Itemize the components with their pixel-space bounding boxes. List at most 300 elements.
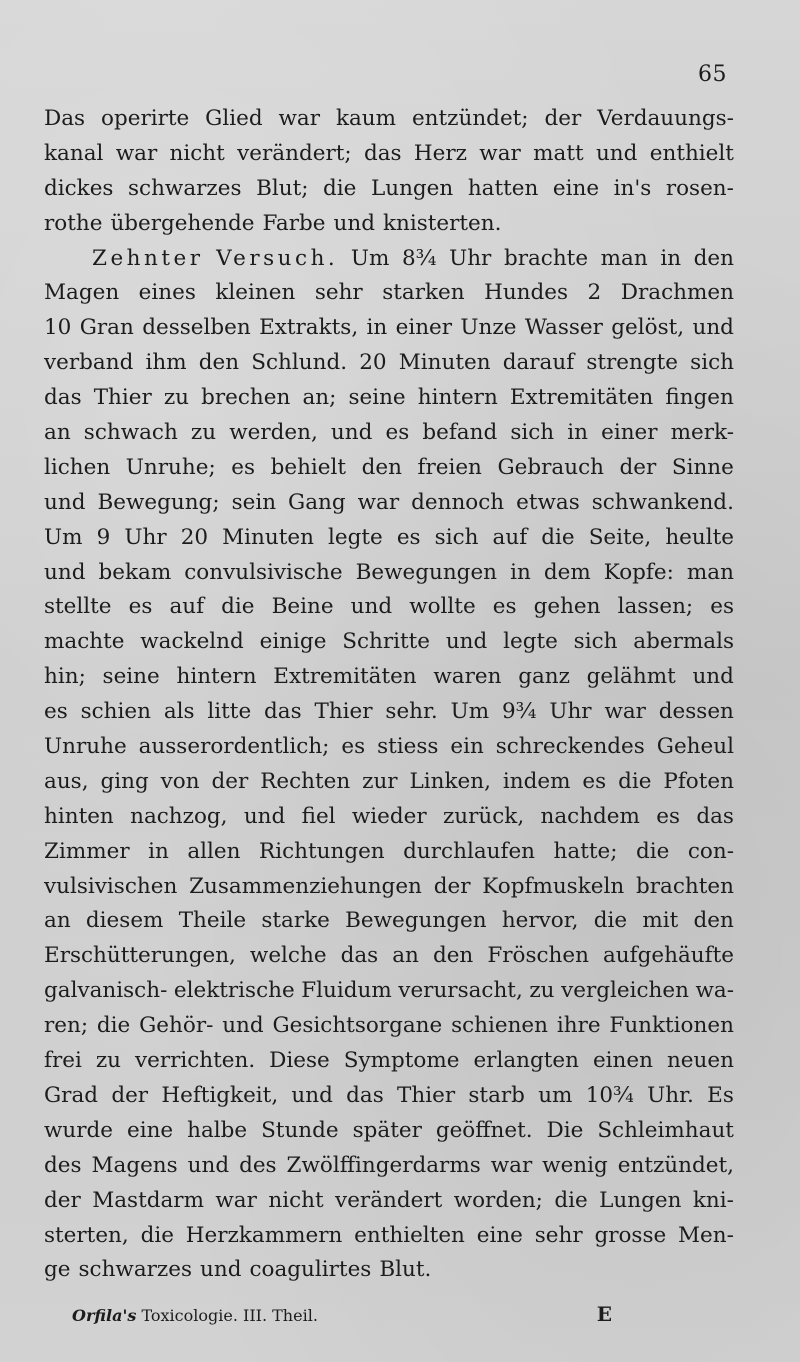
word: einer xyxy=(395,315,453,341)
word: schwarzes xyxy=(78,1257,193,1283)
word: und xyxy=(595,140,638,166)
word: Unze xyxy=(460,315,517,341)
word: das xyxy=(346,1082,384,1108)
word: Zimmer xyxy=(44,838,130,864)
word: 20 xyxy=(180,524,209,550)
word: freien xyxy=(417,454,482,480)
word: Funktionen xyxy=(609,1013,734,1039)
word: rosen- xyxy=(665,175,734,201)
word: in xyxy=(366,315,388,341)
word: Die xyxy=(546,1117,584,1143)
word: bekam xyxy=(98,559,172,585)
word: verband xyxy=(44,350,134,376)
footer-title: Toxicologie. III. Theil. xyxy=(141,1306,318,1325)
word: sich xyxy=(510,420,555,446)
text-line xyxy=(44,1253,734,1288)
word: schwach xyxy=(83,420,178,446)
word: Fröschen xyxy=(487,943,589,969)
word: es xyxy=(582,768,607,794)
word: war xyxy=(490,1152,533,1178)
text-line xyxy=(44,207,734,242)
word: Lungen xyxy=(370,175,454,201)
word: con- xyxy=(687,838,734,864)
word: Hundes xyxy=(484,280,569,306)
word: zu xyxy=(163,385,190,411)
word: an; xyxy=(302,385,337,411)
word: frei xyxy=(44,1048,82,1074)
word: 9¾ xyxy=(501,699,537,725)
word: starke xyxy=(261,908,330,934)
word: ihm xyxy=(145,350,187,376)
word: später xyxy=(352,1117,422,1143)
word: Minuten xyxy=(222,524,314,550)
word: Beine xyxy=(271,594,334,620)
word: Heftigkeit, xyxy=(161,1082,279,1108)
text-line xyxy=(44,556,734,591)
word: und xyxy=(692,664,734,690)
word: seine xyxy=(102,664,160,690)
word: und xyxy=(330,420,373,446)
word: schienen xyxy=(451,1013,549,1039)
word: machte xyxy=(44,629,125,655)
word: rothe xyxy=(44,210,103,236)
word: hintern xyxy=(176,664,257,690)
word: indem xyxy=(502,768,571,794)
word: legte xyxy=(503,629,558,655)
signature-mark: E xyxy=(596,1302,612,1326)
word: eines xyxy=(138,280,196,306)
text-line xyxy=(44,765,734,800)
word: lichen xyxy=(44,454,111,480)
word: kaum xyxy=(335,106,397,131)
word: des xyxy=(239,1152,277,1178)
word: hervor, xyxy=(501,908,579,934)
word: Farbe xyxy=(262,210,326,236)
word: Thier xyxy=(314,699,373,725)
word: kni- xyxy=(692,1187,734,1213)
word: Erschütterungen, xyxy=(44,943,236,969)
text-line xyxy=(44,137,734,172)
word: Blut; xyxy=(256,175,309,201)
word: schwankend. xyxy=(591,489,734,515)
word: war xyxy=(215,1187,257,1213)
word: Thier xyxy=(93,385,152,411)
word: geöffnet. xyxy=(435,1117,533,1143)
word: war xyxy=(278,106,321,131)
word: eine xyxy=(552,175,600,201)
word: die xyxy=(541,524,575,550)
word: sterten, xyxy=(44,1222,129,1248)
word: waren xyxy=(433,664,502,690)
word: sehr xyxy=(314,280,363,306)
word: Es xyxy=(707,1082,734,1108)
word: war xyxy=(357,489,400,515)
word: wollte xyxy=(409,594,476,620)
word: nachzog, xyxy=(130,803,228,829)
word: lassen; xyxy=(617,594,694,620)
word: an xyxy=(392,943,419,969)
text-line xyxy=(44,870,734,905)
word: und xyxy=(222,1013,264,1039)
word: zu xyxy=(95,1048,121,1074)
word: den xyxy=(198,350,240,376)
word: es xyxy=(396,524,421,550)
word: Gang xyxy=(288,489,346,515)
text-line xyxy=(44,102,734,137)
word: ge xyxy=(44,1257,71,1283)
word: litte xyxy=(207,699,252,725)
word: und xyxy=(200,1257,242,1283)
word: nicht xyxy=(268,1187,324,1213)
word: Bewegungen xyxy=(355,559,498,585)
word: gehen xyxy=(533,594,601,620)
word: verändert; xyxy=(237,140,352,166)
word: kleinen xyxy=(215,280,296,306)
word: die xyxy=(635,838,670,864)
word: Magen xyxy=(44,280,120,306)
word: merk- xyxy=(670,420,734,446)
word: sehr xyxy=(534,1222,583,1248)
word: schreckendes xyxy=(495,734,645,760)
word: und xyxy=(243,803,286,829)
word: Mastdarm xyxy=(92,1187,204,1213)
word: wenig xyxy=(542,1152,608,1178)
word: Verdauungs- xyxy=(597,106,734,131)
text-line xyxy=(44,835,734,870)
word: sich xyxy=(690,350,734,376)
word: Herz xyxy=(413,140,467,166)
word: Lungen xyxy=(599,1187,682,1213)
word: Versuch. xyxy=(216,245,339,271)
word: hin; xyxy=(44,664,86,690)
text-line xyxy=(44,695,734,730)
word: die xyxy=(618,768,652,794)
word: wa- xyxy=(695,978,734,1004)
word: eine xyxy=(126,1117,174,1143)
word: diesem xyxy=(85,908,164,934)
word: zur xyxy=(362,768,398,794)
word: Schritte xyxy=(342,629,431,655)
word: Bewegungen xyxy=(345,908,487,934)
word: schien xyxy=(80,699,151,725)
text-line xyxy=(44,346,734,381)
word: schwarzes xyxy=(128,175,242,201)
word: ging xyxy=(100,768,149,794)
word: Um xyxy=(44,524,83,550)
word: den xyxy=(693,245,734,271)
word: stellte xyxy=(44,594,112,620)
word: es xyxy=(385,420,410,446)
word: in xyxy=(567,420,588,446)
text-line xyxy=(44,1184,734,1219)
word: enthielten xyxy=(354,1222,465,1248)
word: operirte xyxy=(101,106,190,131)
text-line xyxy=(44,1079,734,1114)
word: auf xyxy=(169,594,205,620)
word: 8¾ xyxy=(401,245,437,271)
word: ren; xyxy=(44,1013,89,1039)
word: Rechten xyxy=(260,768,351,794)
word: übergehende xyxy=(110,210,255,236)
word: Unruhe xyxy=(44,734,127,760)
word: Blut. xyxy=(379,1257,432,1283)
word: auf xyxy=(492,524,528,550)
word: desselben xyxy=(142,315,251,341)
word: dessen xyxy=(658,699,734,725)
word: der xyxy=(111,1082,149,1108)
word: zu xyxy=(529,978,555,1004)
word: dickes xyxy=(44,175,114,201)
word: etwas xyxy=(516,489,580,515)
word: als xyxy=(163,699,195,725)
word: Richtungen xyxy=(259,838,385,864)
text-line xyxy=(44,381,734,416)
word: die xyxy=(96,1013,131,1039)
word: an xyxy=(44,420,71,446)
word: strengte xyxy=(586,350,678,376)
word: vergleichen xyxy=(561,978,689,1004)
text-line xyxy=(44,451,734,486)
word: den xyxy=(693,908,734,934)
word: die xyxy=(140,1222,174,1248)
word: Extremitäten xyxy=(509,385,654,411)
word: heulte xyxy=(665,524,734,550)
word: das xyxy=(363,140,402,166)
word: und xyxy=(44,559,86,585)
word: sehr. xyxy=(385,699,438,725)
word: Theile xyxy=(178,908,247,934)
word: war xyxy=(604,699,646,725)
text-line xyxy=(44,800,734,835)
word: Uhr xyxy=(449,245,492,271)
word: Gebrauch xyxy=(497,454,604,480)
word: sich xyxy=(573,629,618,655)
word: nicht xyxy=(169,140,225,166)
word: Kopfmuskeln xyxy=(482,873,625,899)
word: worden; xyxy=(453,1187,543,1213)
word: nachdem xyxy=(540,803,640,829)
word: Gehör- xyxy=(139,1013,214,1039)
word: von xyxy=(160,768,200,794)
word: verrichten. xyxy=(134,1048,256,1074)
word: fingen xyxy=(665,385,734,411)
word: Uhr xyxy=(124,524,167,550)
text-line xyxy=(44,904,734,939)
word: in xyxy=(510,559,531,585)
text-line xyxy=(44,311,734,346)
word: Fluidum xyxy=(301,978,392,1004)
text-line xyxy=(44,276,734,311)
word: zurück, xyxy=(442,803,525,829)
word: es xyxy=(492,594,517,620)
word: und xyxy=(291,1082,333,1108)
word: stiess xyxy=(377,734,439,760)
word: es xyxy=(341,734,366,760)
text-line xyxy=(44,521,734,556)
text-line xyxy=(44,1114,734,1149)
word: hatten xyxy=(467,175,539,201)
word: dennoch xyxy=(411,489,505,515)
page-number: 65 xyxy=(698,62,727,87)
text-line xyxy=(44,730,734,765)
word: Thier xyxy=(397,1082,456,1108)
word: Minuten xyxy=(398,350,491,376)
text-line xyxy=(44,172,734,207)
word: Sinne xyxy=(671,454,734,480)
word: 10¾ xyxy=(585,1082,634,1108)
word: halbe xyxy=(187,1117,248,1143)
word: starb xyxy=(468,1082,525,1108)
word: Um xyxy=(350,245,390,271)
word: und xyxy=(445,629,488,655)
word: Glied xyxy=(205,106,263,131)
word: werden, xyxy=(229,420,318,446)
text-line xyxy=(44,1009,734,1044)
word: wurde xyxy=(44,1117,114,1143)
word: gelöst, xyxy=(611,315,685,341)
word: sich xyxy=(434,524,479,550)
word: Das xyxy=(44,106,86,131)
word: erlangten xyxy=(473,1048,579,1074)
word: Kopfe: xyxy=(603,559,674,585)
word: es xyxy=(656,803,680,829)
word: enthielt xyxy=(649,140,734,166)
word: matt xyxy=(533,140,584,166)
word: das xyxy=(44,385,82,411)
word: den xyxy=(361,454,402,480)
word: Symptome xyxy=(343,1048,460,1074)
word: Wasser xyxy=(524,315,603,341)
word: an xyxy=(44,908,71,934)
word: aufgehäufte xyxy=(602,943,734,969)
word: 20 xyxy=(359,350,387,376)
word: convulsivische xyxy=(184,559,343,585)
word: welche xyxy=(249,943,327,969)
word: des xyxy=(44,1152,82,1178)
word: Diese xyxy=(269,1048,330,1074)
word: verändert xyxy=(335,1187,443,1213)
footer xyxy=(72,1302,612,1326)
word: 9 xyxy=(96,524,111,550)
text-line xyxy=(44,1044,734,1079)
word: eine xyxy=(476,1222,523,1248)
word: Zehnter xyxy=(92,245,204,271)
word: zu xyxy=(190,420,217,446)
text-line xyxy=(44,660,734,695)
word: hintern xyxy=(417,385,498,411)
word: dem xyxy=(543,559,591,585)
word: der xyxy=(211,768,249,794)
word: das xyxy=(264,699,302,725)
word: und xyxy=(187,1152,230,1178)
text-line xyxy=(44,1219,734,1254)
word: mit xyxy=(642,908,679,934)
word: das xyxy=(696,803,734,829)
text-line xyxy=(44,416,734,451)
word: den xyxy=(432,943,474,969)
word: ein xyxy=(450,734,484,760)
word: allen xyxy=(187,838,241,864)
word: galvanisch- xyxy=(44,978,168,1004)
word: abermals xyxy=(633,629,734,655)
word: darauf xyxy=(502,350,575,376)
word: Pfoten xyxy=(663,768,734,794)
footer-author: Orfila's xyxy=(72,1306,137,1325)
word: Uhr. xyxy=(647,1082,694,1108)
word: Zwölffingerdarms xyxy=(286,1152,481,1178)
text-line xyxy=(44,939,734,974)
text-line xyxy=(44,625,734,660)
word: war xyxy=(115,140,158,166)
word: Schleimhaut xyxy=(597,1117,734,1143)
word: verursacht, xyxy=(398,978,523,1004)
word: einen xyxy=(592,1048,653,1074)
word: Schlund. xyxy=(251,350,348,376)
word: seine xyxy=(348,385,406,411)
word: die xyxy=(554,1187,588,1213)
word: hatte; xyxy=(553,838,618,864)
word: Drachmen xyxy=(620,280,734,306)
text-line xyxy=(44,486,734,521)
word: Grad xyxy=(44,1082,99,1108)
word: 2 xyxy=(587,280,602,306)
word: entzündet, xyxy=(617,1152,734,1178)
word: brechen xyxy=(201,385,291,411)
text-line xyxy=(44,1149,734,1184)
word: Zusammenziehungen xyxy=(189,873,422,899)
word: die xyxy=(221,594,255,620)
word: Geheul xyxy=(656,734,734,760)
word: der xyxy=(544,106,582,131)
word: coagulirtes xyxy=(249,1257,372,1283)
word: elektrische xyxy=(173,978,295,1004)
word: fiel xyxy=(301,803,336,829)
word: Bewegung; xyxy=(97,489,220,515)
word: man xyxy=(600,245,648,271)
word: brachte xyxy=(503,245,589,271)
word: brachten xyxy=(636,873,734,899)
word: der xyxy=(619,454,657,480)
word: durchlaufen xyxy=(403,838,536,864)
word: Magens xyxy=(91,1152,178,1178)
word: in's xyxy=(613,175,652,201)
word: Herzkammern xyxy=(185,1222,343,1248)
word: Unruhe; xyxy=(125,454,216,480)
word: legte xyxy=(328,524,383,550)
word: Extrakts, xyxy=(259,315,359,341)
word: wackelnd xyxy=(140,629,244,655)
word: Linken, xyxy=(409,768,491,794)
word: befand xyxy=(422,420,498,446)
word: der xyxy=(433,873,471,899)
word: und xyxy=(692,315,734,341)
word: Gesichtsorgane xyxy=(272,1013,443,1039)
text-line xyxy=(44,974,734,1009)
word: in xyxy=(148,838,169,864)
text-line xyxy=(44,590,734,625)
word: der xyxy=(44,1187,81,1213)
word: Gran xyxy=(79,315,134,341)
word: aus, xyxy=(44,768,89,794)
word: in xyxy=(660,245,682,271)
word: und xyxy=(333,210,375,236)
word: grosse xyxy=(594,1222,667,1248)
word: Um xyxy=(450,699,490,725)
word: es xyxy=(44,699,68,725)
word: das xyxy=(340,943,379,969)
text-line xyxy=(44,242,734,277)
word: Stunde xyxy=(261,1117,339,1143)
